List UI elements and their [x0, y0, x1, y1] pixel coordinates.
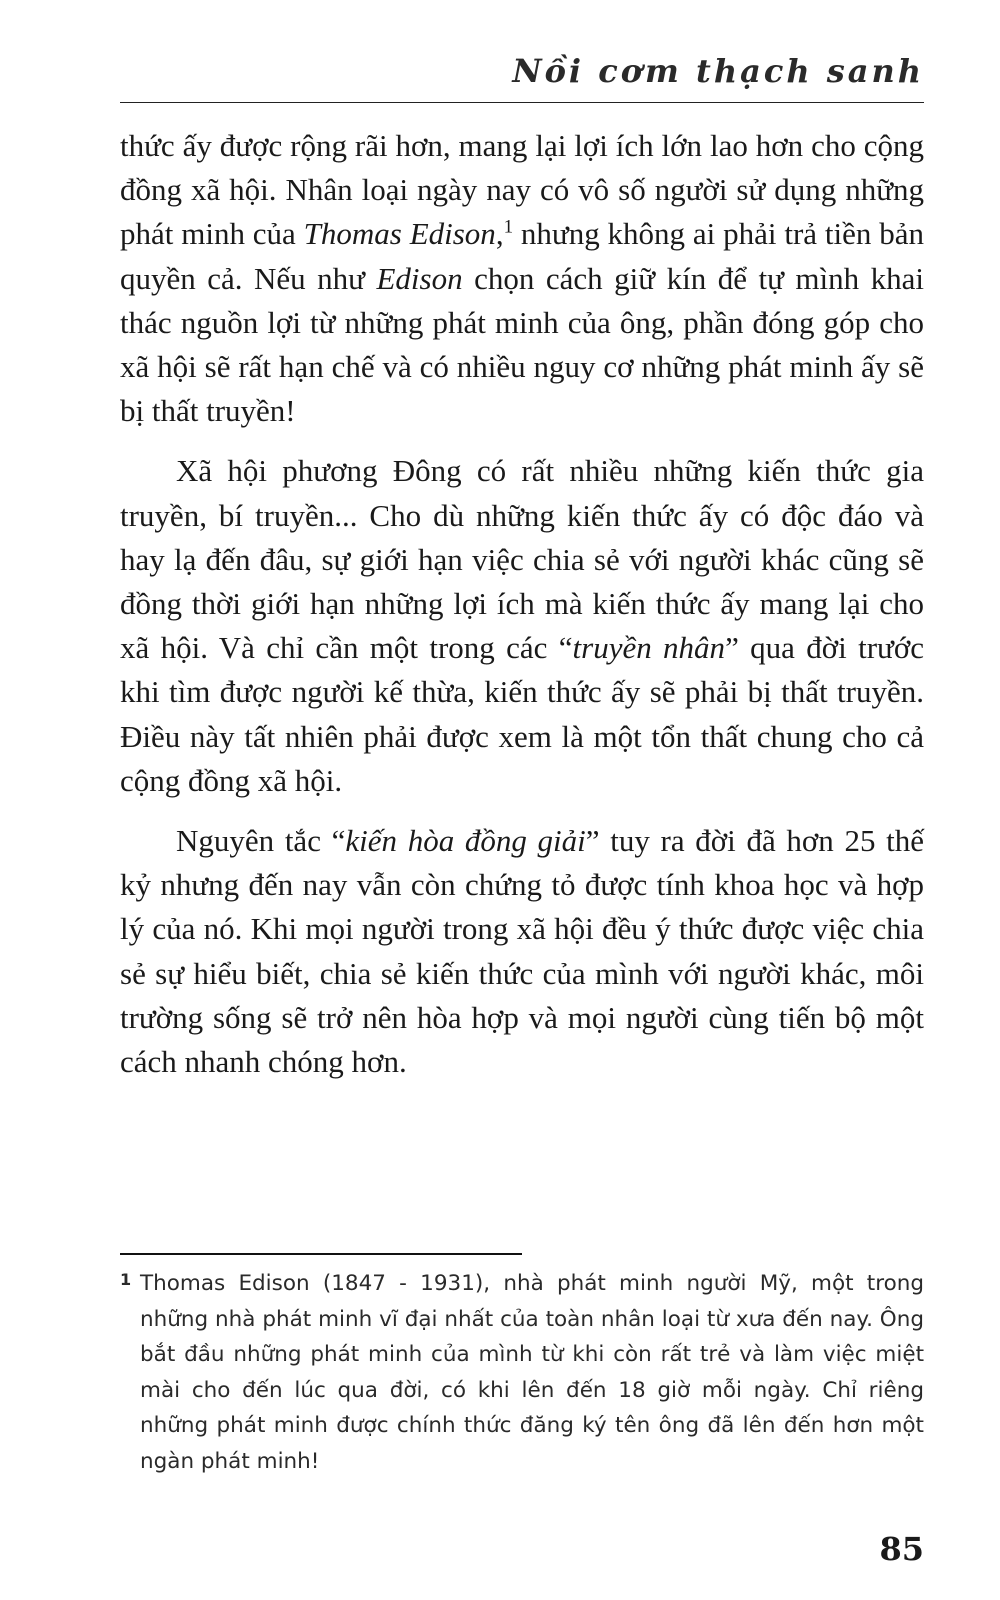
header-rule	[120, 102, 924, 103]
paragraph-2-text: Xã hội phương Đông có rất nhiều những kiến thức gia truyền, bí truyền... Cho dù những kiến thức ấy có độc đáo và hay lạ đến đâu, sự giới hạn việc chia sẻ với người khác cũng sẽ đồng thời giới hạn những lợi ích mà kiến thức ấy mang lại cho xã hội. Và chỉ cần một trong các “	[120, 453, 924, 666]
footnote-rule	[120, 1253, 522, 1255]
comma: ,	[495, 216, 504, 252]
footnote-reference[interactable]: 1	[503, 217, 514, 239]
page-number: 85	[879, 1530, 924, 1568]
paragraph-3-text: Nguyên tắc “	[176, 823, 346, 859]
footnote-number: 1	[120, 1270, 132, 1289]
footnote	[120, 1266, 924, 1479]
paragraph-1	[120, 124, 924, 433]
running-head: Nồi cơm thạch sanh	[512, 52, 924, 90]
paragraph-1-text: thức ấy được rộng rãi hơn, mang lại lợi ích lớn lao hơn cho cộng đồng xã hội. Nhân loại ngày nay có vô số người sử dụng những phát minh của	[120, 128, 924, 252]
paragraph-2-text-2: ” qua đời trước khi tìm được người kế thừa, kiến thức ấy sẽ phải bị thất truyền. Điều này tất nhiên phải được xem là một tổn thất chung cho cả cộng đồng xã hội.	[120, 630, 924, 798]
paragraph-3	[120, 819, 924, 1084]
italic-name-edison: Edison	[376, 260, 463, 296]
italic-name-thomas-edison: Thomas Edison	[303, 216, 496, 252]
paragraph-3-text-2: ” tuy ra đời đã hơn 25 thế kỷ nhưng đến nay vẫn còn chứng tỏ được tính khoa học và hợp lý của nó. Khi mọi người trong xã hội đều ý thức được việc chia sẻ sự hiểu biết, chia sẻ kiến thức của mình với người khác, môi trường sống sẽ trở nên hòa hợp và mọi người cùng tiến bộ một cách nhanh chóng hơn.	[120, 823, 924, 1080]
paragraph-2	[120, 449, 924, 803]
footnote-text: Thomas Edison (1847 - 1931), nhà phát minh người Mỹ, một trong những nhà phát minh vĩ đại nhất của toàn nhân loại từ xưa đến nay. Ông bắt đầu những phát minh của mình từ khi còn rất trẻ và làm việc miệt mài cho đến lúc qua đời, có khi lên đến 18 giờ mỗi ngày. Chỉ riêng những phát minh được chính thức đăng ký tên ông đã lên đến hơn một ngàn phát minh!	[140, 1271, 924, 1474]
paragraph-1-text-3: chọn cách giữ kín để tự mình khai thác nguồn lợi từ những phát minh của ông, phần đóng góp cho xã hội sẽ rất hạn chế và có nhiều nguy cơ những phát minh ấy sẽ bị thất truyền!	[120, 260, 924, 429]
paragraph-1-text-2: nhưng không ai phải trả tiền bản quyền cả. Nếu như	[120, 216, 924, 296]
italic-term-kien-hoa-dong-giai: kiến hòa đồng giải	[345, 823, 586, 859]
italic-term-truyen-nhan: truyền nhân	[572, 630, 726, 666]
body-text	[120, 124, 924, 1084]
